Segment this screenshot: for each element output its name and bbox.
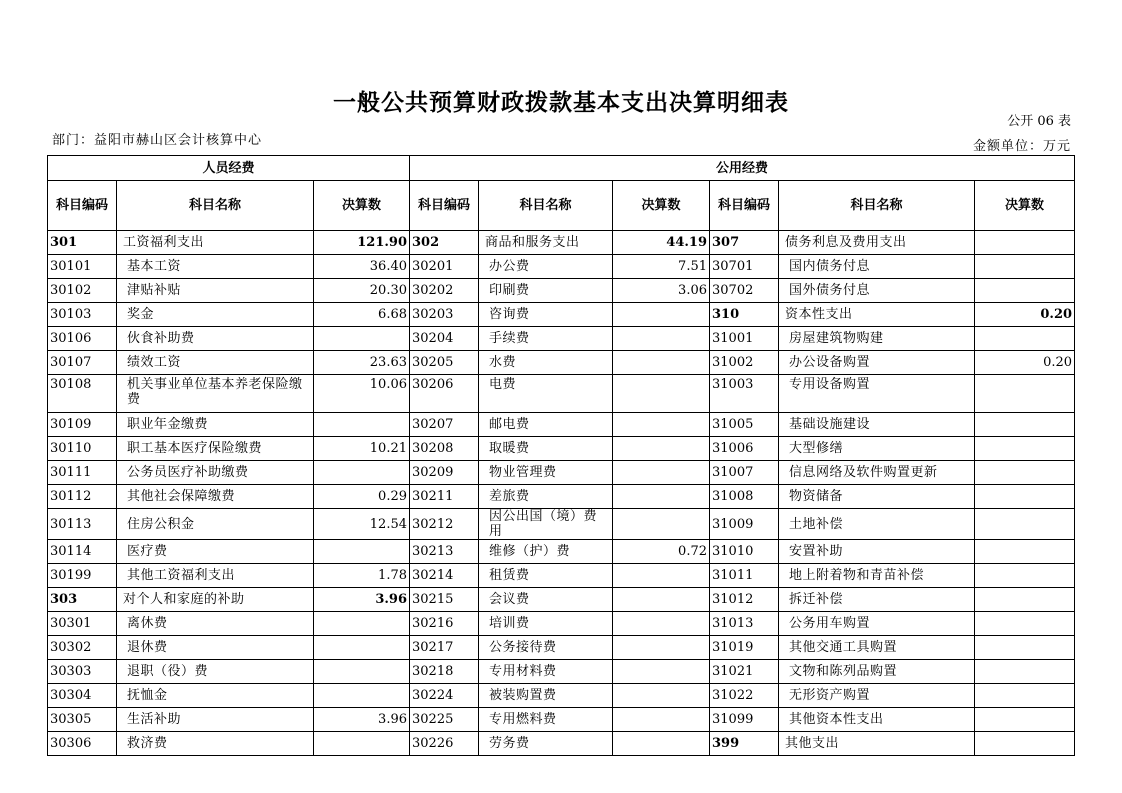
subject-code: 31021	[710, 660, 779, 684]
code-header: 科目编码	[710, 181, 779, 231]
subject-name: 房屋建筑物购建	[779, 327, 975, 351]
amount-value: 0.72	[613, 540, 710, 564]
personnel-header: 人员经费	[48, 156, 410, 181]
name-header: 科目名称	[117, 181, 314, 231]
subject-code: 30202	[410, 279, 479, 303]
amount-value: 23.63	[314, 351, 410, 375]
subject-name: 离休费	[117, 612, 314, 636]
table-row	[48, 540, 1075, 564]
subject-code: 31011	[710, 564, 779, 588]
amount-value	[613, 413, 710, 437]
subject-code: 30216	[410, 612, 479, 636]
subject-name: 办公费	[479, 255, 613, 279]
subject-code: 303	[48, 588, 117, 612]
amount-value	[613, 437, 710, 461]
amount-value	[613, 303, 710, 327]
subject-name: 土地补偿	[779, 509, 975, 540]
amount-value	[314, 684, 410, 708]
subject-code: 30215	[410, 588, 479, 612]
subject-name: 其他支出	[779, 732, 975, 756]
subject-code: 30209	[410, 461, 479, 485]
table-row	[48, 413, 1075, 437]
subject-name: 取暖费	[479, 437, 613, 461]
amount-value	[314, 612, 410, 636]
table-row	[48, 509, 1075, 540]
subject-code: 307	[710, 231, 779, 255]
amount-value: 10.06	[314, 375, 410, 413]
amount-value	[975, 255, 1075, 279]
subject-name: 医疗费	[117, 540, 314, 564]
amount-value	[975, 660, 1075, 684]
subject-code: 31010	[710, 540, 779, 564]
amount-value: 3.96	[314, 708, 410, 732]
amount-value	[975, 588, 1075, 612]
amount-value: 0.20	[975, 351, 1075, 375]
subject-code: 30207	[410, 413, 479, 437]
amount-value: 12.54	[314, 509, 410, 540]
table-row	[48, 588, 1075, 612]
subject-code: 30218	[410, 660, 479, 684]
subject-name: 拆迁补偿	[779, 588, 975, 612]
subject-name: 国外债务付息	[779, 279, 975, 303]
subject-name: 职工基本医疗保险缴费	[117, 437, 314, 461]
table-row	[48, 231, 1075, 255]
table-row	[48, 375, 1075, 413]
subject-name: 水费	[479, 351, 613, 375]
amount-value: 36.40	[314, 255, 410, 279]
subject-name: 公务接待费	[479, 636, 613, 660]
amount-value	[314, 461, 410, 485]
amount-value: 20.30	[314, 279, 410, 303]
subject-code: 30214	[410, 564, 479, 588]
amount-value	[975, 231, 1075, 255]
amount-value	[975, 437, 1075, 461]
subject-code: 30306	[48, 732, 117, 756]
amount-value	[314, 636, 410, 660]
subject-name: 因公出国（境）费用	[479, 509, 613, 540]
amount-value	[613, 732, 710, 756]
subject-code: 30201	[410, 255, 479, 279]
subject-code: 30224	[410, 684, 479, 708]
subject-code: 30109	[48, 413, 117, 437]
subject-code: 30102	[48, 279, 117, 303]
table-row	[48, 564, 1075, 588]
amount-value: 121.90	[314, 231, 410, 255]
table-row	[48, 303, 1075, 327]
subject-code: 31012	[710, 588, 779, 612]
amount-value	[975, 612, 1075, 636]
amount-value	[975, 732, 1075, 756]
subject-code: 30206	[410, 375, 479, 413]
subject-name: 专用设备购置	[779, 375, 975, 413]
subject-code: 31007	[710, 461, 779, 485]
amount-value	[613, 375, 710, 413]
table-row	[48, 327, 1075, 351]
name-header: 科目名称	[479, 181, 613, 231]
amount-value: 3.06	[613, 279, 710, 303]
subject-code: 30106	[48, 327, 117, 351]
subject-name: 其他交通工具购置	[779, 636, 975, 660]
amount-value	[975, 461, 1075, 485]
subject-code: 30302	[48, 636, 117, 660]
table-row	[48, 732, 1075, 756]
subject-name: 信息网络及软件购置更新	[779, 461, 975, 485]
subject-code: 31019	[710, 636, 779, 660]
subject-code: 30208	[410, 437, 479, 461]
public-header: 公用经费	[410, 156, 1075, 181]
subject-name: 大型修缮	[779, 437, 975, 461]
table-body	[48, 231, 1075, 756]
subject-code: 30112	[48, 485, 117, 509]
amount-value	[314, 660, 410, 684]
amount-value	[975, 509, 1075, 540]
table-row	[48, 351, 1075, 375]
subject-name: 退休费	[117, 636, 314, 660]
subject-name: 专用燃料费	[479, 708, 613, 732]
amount-value	[975, 413, 1075, 437]
amount-value	[613, 684, 710, 708]
subject-name: 奖金	[117, 303, 314, 327]
amount-value	[975, 636, 1075, 660]
table-row	[48, 708, 1075, 732]
subject-code: 30110	[48, 437, 117, 461]
subject-name: 职业年金缴费	[117, 413, 314, 437]
amount-value	[314, 413, 410, 437]
amount-value	[613, 485, 710, 509]
subject-code: 399	[710, 732, 779, 756]
amount-header: 决算数	[975, 181, 1075, 231]
subject-name: 劳务费	[479, 732, 613, 756]
subject-name: 会议费	[479, 588, 613, 612]
subject-name: 津贴补贴	[117, 279, 314, 303]
table-row	[48, 437, 1075, 461]
table-row	[48, 612, 1075, 636]
amount-value: 0.20	[975, 303, 1075, 327]
subject-name: 债务利息及费用支出	[779, 231, 975, 255]
subject-code: 31008	[710, 485, 779, 509]
subject-name: 公务用车购置	[779, 612, 975, 636]
subject-code: 30226	[410, 732, 479, 756]
subject-name: 基本工资	[117, 255, 314, 279]
subject-code: 30203	[410, 303, 479, 327]
subject-code: 30701	[710, 255, 779, 279]
subject-name: 维修（护）费	[479, 540, 613, 564]
table-row	[48, 279, 1075, 303]
subject-code: 30225	[410, 708, 479, 732]
amount-value	[613, 564, 710, 588]
subject-code: 30113	[48, 509, 117, 540]
amount-value	[975, 564, 1075, 588]
department-label: 部门：益阳市赫山区会计核算中心	[52, 133, 263, 148]
amount-value	[975, 708, 1075, 732]
subject-name: 住房公积金	[117, 509, 314, 540]
amount-value	[613, 660, 710, 684]
expenditure-table	[47, 155, 1075, 756]
subject-code: 30111	[48, 461, 117, 485]
subject-code: 30213	[410, 540, 479, 564]
subject-name: 机关事业单位基本养老保险缴费	[117, 375, 314, 413]
table-row	[48, 255, 1075, 279]
subject-code: 31006	[710, 437, 779, 461]
subject-code: 30204	[410, 327, 479, 351]
subject-name: 印刷费	[479, 279, 613, 303]
subject-name: 抚恤金	[117, 684, 314, 708]
subject-code: 31013	[710, 612, 779, 636]
subject-code: 30199	[48, 564, 117, 588]
subject-code: 31003	[710, 375, 779, 413]
subject-code: 30301	[48, 612, 117, 636]
amount-value	[975, 279, 1075, 303]
subject-name: 邮电费	[479, 413, 613, 437]
subject-name: 电费	[479, 375, 613, 413]
subject-name: 基础设施建设	[779, 413, 975, 437]
subject-name: 文物和陈列品购置	[779, 660, 975, 684]
name-header: 科目名称	[779, 181, 975, 231]
amount-value	[613, 509, 710, 540]
subject-name: 伙食补助费	[117, 327, 314, 351]
amount-value: 0.29	[314, 485, 410, 509]
amount-value	[613, 588, 710, 612]
amount-value: 7.51	[613, 255, 710, 279]
amount-value	[975, 327, 1075, 351]
amount-value	[613, 461, 710, 485]
subject-code: 310	[710, 303, 779, 327]
subject-name: 租赁费	[479, 564, 613, 588]
subject-name: 资本性支出	[779, 303, 975, 327]
subject-code: 30217	[410, 636, 479, 660]
amount-value	[314, 540, 410, 564]
subject-code: 301	[48, 231, 117, 255]
subject-name: 公务员医疗补助缴费	[117, 461, 314, 485]
subject-code: 30304	[48, 684, 117, 708]
subject-name: 其他社会保障缴费	[117, 485, 314, 509]
subject-name: 对个人和家庭的补助	[117, 588, 314, 612]
form-number: 公开 06 表	[1007, 114, 1071, 129]
amount-header: 决算数	[613, 181, 710, 231]
subject-code: 31002	[710, 351, 779, 375]
subject-code: 31001	[710, 327, 779, 351]
subject-name: 其他资本性支出	[779, 708, 975, 732]
subject-code: 302	[410, 231, 479, 255]
amount-value	[613, 327, 710, 351]
table-row	[48, 636, 1075, 660]
subject-name: 被装购置费	[479, 684, 613, 708]
subject-name: 物业管理费	[479, 461, 613, 485]
amount-value	[613, 708, 710, 732]
subject-name: 物资储备	[779, 485, 975, 509]
amount-value	[613, 612, 710, 636]
subject-name: 差旅费	[479, 485, 613, 509]
table-row	[48, 684, 1075, 708]
subject-name: 地上附着物和青苗补偿	[779, 564, 975, 588]
amount-value	[975, 540, 1075, 564]
amount-value	[975, 375, 1075, 413]
amount-value	[613, 636, 710, 660]
amount-header: 决算数	[314, 181, 410, 231]
subject-name: 商品和服务支出	[479, 231, 613, 255]
subject-code: 30103	[48, 303, 117, 327]
amount-value: 1.78	[314, 564, 410, 588]
amount-value	[975, 684, 1075, 708]
subject-name: 手续费	[479, 327, 613, 351]
subject-name: 专用材料费	[479, 660, 613, 684]
subject-code: 30212	[410, 509, 479, 540]
subject-name: 培训费	[479, 612, 613, 636]
subject-name: 办公设备购置	[779, 351, 975, 375]
subject-name: 咨询费	[479, 303, 613, 327]
table-row	[48, 660, 1075, 684]
amount-unit-label: 金额单位：万元	[972, 139, 1071, 154]
table-row	[48, 485, 1075, 509]
subject-code: 30211	[410, 485, 479, 509]
subject-code: 30702	[710, 279, 779, 303]
subject-code: 30305	[48, 708, 117, 732]
amount-value: 44.19	[613, 231, 710, 255]
code-header: 科目编码	[410, 181, 479, 231]
code-header: 科目编码	[48, 181, 117, 231]
amount-value	[314, 327, 410, 351]
subject-code: 31099	[710, 708, 779, 732]
subject-code: 30107	[48, 351, 117, 375]
subject-code: 30205	[410, 351, 479, 375]
subject-code: 31005	[710, 413, 779, 437]
subject-code: 31022	[710, 684, 779, 708]
amount-value	[314, 732, 410, 756]
amount-value: 6.68	[314, 303, 410, 327]
subject-code: 30108	[48, 375, 117, 413]
subject-code: 31009	[710, 509, 779, 540]
page-title: 一般公共预算财政拨款基本支出决算明细表	[333, 90, 789, 116]
subject-name: 国内债务付息	[779, 255, 975, 279]
subject-name: 无形资产购置	[779, 684, 975, 708]
subject-name: 救济费	[117, 732, 314, 756]
amount-value: 3.96	[314, 588, 410, 612]
subject-name: 工资福利支出	[117, 231, 314, 255]
table-row	[48, 461, 1075, 485]
subject-code: 30101	[48, 255, 117, 279]
subject-code: 30114	[48, 540, 117, 564]
subject-name: 退职（役）费	[117, 660, 314, 684]
amount-value: 10.21	[314, 437, 410, 461]
subject-name: 其他工资福利支出	[117, 564, 314, 588]
subject-name: 生活补助	[117, 708, 314, 732]
subject-name: 安置补助	[779, 540, 975, 564]
amount-value	[613, 351, 710, 375]
subject-name: 绩效工资	[117, 351, 314, 375]
amount-value	[975, 485, 1075, 509]
subject-code: 30303	[48, 660, 117, 684]
